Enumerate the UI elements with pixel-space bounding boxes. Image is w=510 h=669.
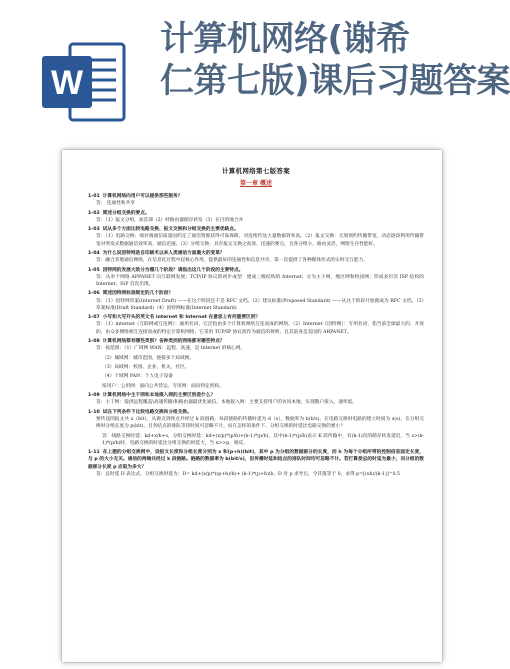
answer-text: 答：（1）电路交换：端对端通信质量因约定了通信资源获得可靠保障，对连续传送大量数据效率高。（2）报文交换：无须预约传输带宽，动态逐段利用传输带宽对突发式数据通信效率高，通信迅速。（3）分组交换：具有报文交换之高效、迅速的要点，且各分组小，路由灵活，网络生存性能好。 [96,234,424,247]
word-document-icon [40,38,128,126]
banner [0,0,510,140]
question-list [88,193,424,478]
question-item [88,314,424,336]
answer-text: 答：（1）internet（互联网或互连网）：通用名词，它泛指由多个计算机网络互连而成的网络。（2）Internet（因特网）：专用名词，指当前全球最大的、开放的、由众多网络相互连接而成的特定计算机网络，它采用 TCP/IP 协议族作为通信的规则，且其前身是美国的 ARPANET。 [96,322,424,335]
question-item [88,355,424,362]
question-item [88,409,424,431]
question-number: 1-04 [88,250,100,256]
answer-text: 答：按范围：（1）广域网 WAN：远程、高速，是 Internet 的核心网。 [96,346,246,352]
question-item [88,373,424,380]
question-text: 计算机网络都有哪些类别？各种类别的网络都有哪些特点？ [102,338,225,344]
question-item [88,449,424,478]
question-text: 在上题的分组交换网中，设报文长度和分组长度分别为 x 和(p+h)(bit)，其中 p 为分组的数据部分的长度，而 h 为每个分组所带的控制信息固定长度，与 p 的大小无关。通信的两端共经过 k 段链路。链路的数据率为 b(bit/s)，但传播时延和结点的排队时间均可忽略不计。若打算使总的时延为最小，问分组的数据部分长度 p 应取为多大？ [88,450,424,470]
answer-text: （2）城域网：城市范围，链接多个局域网。 [102,355,195,361]
document-title: 计算机网络第七版答案 [222,167,290,175]
answer-text: 答：线路交换时延：kd+x/b+s，分组交换时延：kd+(x/p)*(p/b)+(k-1)*(p/b)，其中(k-1)*(p/b)表示 K 段传输中，有(k-1)次的储存转发延迟，当 s>(k-1)*(p/b)时，电路交换的时延比分组交换的时延大，当 x>>p，相反。 [102,433,424,446]
chapter-heading: 第一章 概述 [239,180,273,187]
answer-text: 答：（1）报文分组，加首部（2）经路由器储存转发（3）在目的地合并 [96,217,244,223]
question-text: 试在下列条件下比较电路交换和分组交换。 [102,409,192,415]
answer-text: （3）局域网：校园、企业、机关、社区。 [102,364,190,370]
question-number: 1-11 [88,450,100,456]
question-text: 简述因特网标准制定的几个阶段？ [102,291,174,297]
answer-text: 答：（1）因特网草案(Internet Draft) ——在这个阶段还不是 RFC 文档。（2）建议标准(Proposed Standard) ——从这个阶段开始就成为 RFC 文档。（3）草案标准(Draft Standard)（4）因特网标准(Internet Standard) [96,298,424,311]
question-item [88,290,424,312]
answer-text: 答：总时延 D 表达式，分组交换时延为：D= kd+(x/p)*((p+h)/b)+ (k-1)*(p+h)/b，D 对 p 求导后，令其值等于 0，求得 p=[(xh)/(k-1)]^0.5 [96,471,401,477]
answer-text: 要传送的报文共 x（bit），从源点到终点共经过 k 段链路，每段链路的传播时延为 d（s），数据率为 b(b/s)。在电路交换时电路的建立时间为 s(s)。在分组交换时分组长度为 p(bit)，且各结点的排队等待时间可忽略不计。问在怎样的条件下，分组交换的时延比电路交换的要小？ [96,416,424,430]
question-text: 计算机网络中主干网和本地接入网的主要区别是什么？ [102,393,216,399]
page-title-line-1: 计算机网络(谢希 [160,19,410,59]
question-text: 试从多个方面比较电路交换、报文交换和分组交换的主要优缺点。 [102,227,239,233]
word-logo-letter: W [50,64,84,102]
question-number: 1-08 [88,338,100,344]
question-item [88,364,424,371]
question-number: 1-03 [88,227,100,233]
answer-text: 按用户：公用网：面向公共营运。专用网：面向特定机构。 [102,383,224,389]
question-text: 因特网的发展大致分为哪几个阶段？请指出这几个阶段的主要特点。 [102,267,244,273]
answer-text: （4）个域网 PAN：个人电子设备 [102,374,173,380]
question-number: 1-09 [88,393,100,399]
question-item [88,226,424,248]
answer-text: 答： 连通性和共享 [96,201,135,207]
question-item [88,338,424,352]
question-text: 小写和大写开头的英文名 internet 和 Internet 在意思上有何重要区别？ [102,315,261,321]
answer-text: 答：主干网：提供远程覆盖\高速传输\和路由器最优化通信。本地接入网：主要支持用户的访问本地，实现散户接入，速率低。 [96,400,357,406]
question-number: 1-02 [88,210,100,216]
question-item [88,267,424,289]
question-item [88,193,424,207]
question-item [88,383,424,390]
question-item [88,250,424,264]
question-number: 1-06 [88,291,100,297]
question-text: 计算机网络向用户可以提供那些服务？ [102,194,183,199]
answer-text: 答：融合其他通信网络，在信息化过程中起核心作用，提供最好的连通性和信息共享，第一次提供了各种媒体形式的实时交互能力。 [96,258,368,264]
question-number: 1-10 [88,409,100,415]
page-title-line-2: 仁第七版)课后习题答案 [160,61,510,101]
answer-text: 答：从单个网络 APPANET 向互联网发展；TCP/IP 协议的初步成型 建成三级结构的 Internet；分为主干网、地区网和校园网；形成多层次 ISP 结构的 Internet；ISP 首次出现。 [96,274,424,287]
question-number: 1-01 [88,194,100,199]
page-title [160,18,510,102]
document-preview[interactable] [62,150,442,662]
question-item [88,433,424,447]
question-text: 为什么说因特网是自印刷术以来人类通信方面最大的变革？ [102,250,225,256]
question-text: 简述分组交换的要点。 [102,210,150,216]
question-item [88,210,424,224]
question-item [88,392,424,406]
question-number: 1-05 [88,267,100,273]
question-number: 1-07 [88,315,100,321]
